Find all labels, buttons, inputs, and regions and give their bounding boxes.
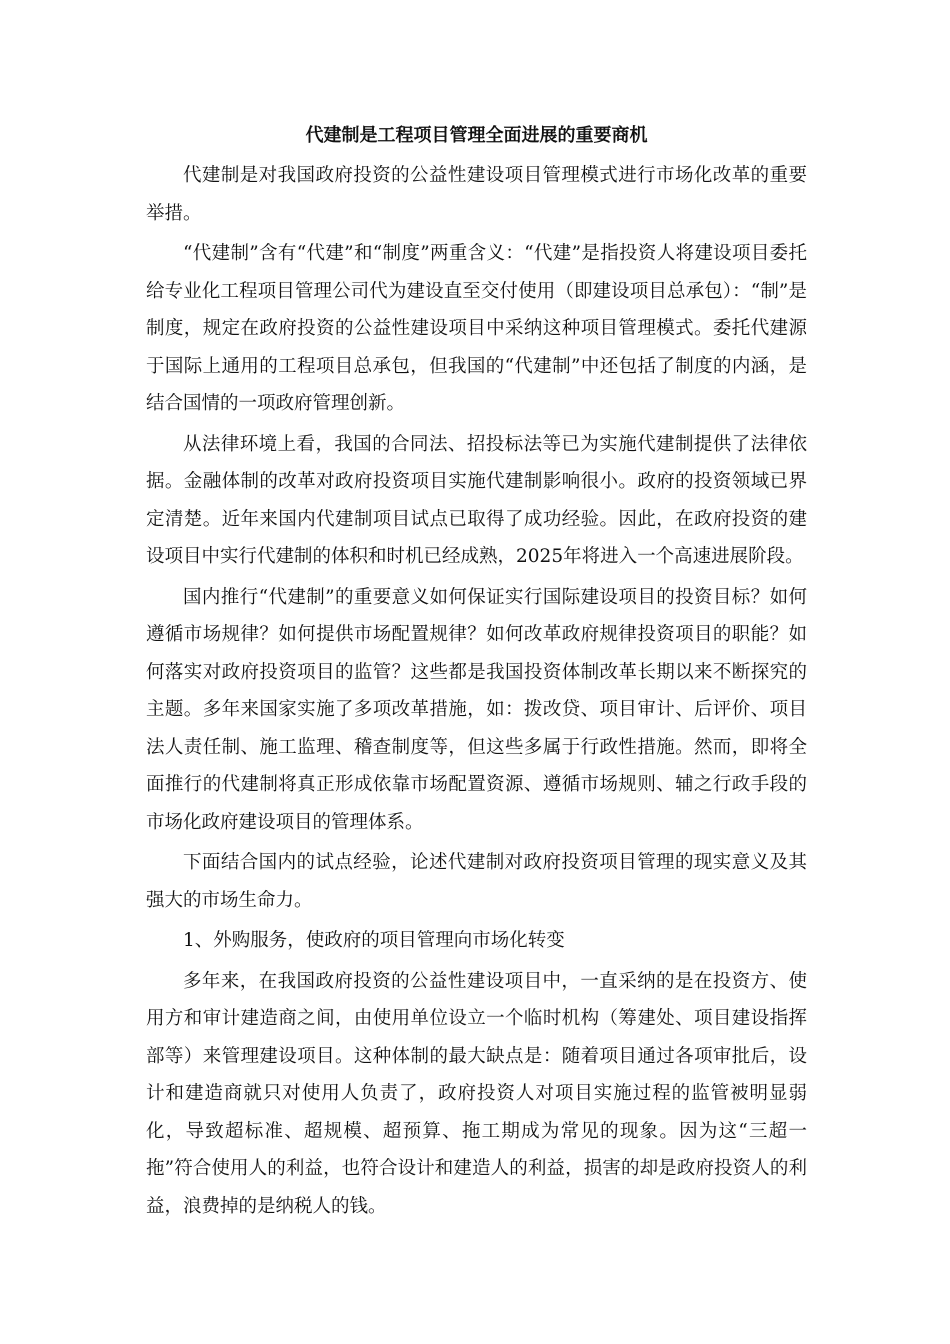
paragraph-section-1-body: 多年来，在我国政府投资的公益性建设项目中，一直采纳的是在投资方、使用方和审计建造商之间，由使用单位设立一个临时机构（筹建处、项目建设指挥部等）来管理建设项目。这种体制的最大缺点是：随着项目通过各项审批后，设计和建造商就只对使用人负责了，政府投资人对项目实施过程的监管被明显弱化，导致超标准、超规模、超预算、拖工期成为常见的现象。因为这“三超一拖”符合使用人的利益，也符合设计和建造人的利益，损害的却是政府投资人的利益，浪费掉的是纳税人的钱。 (146, 970, 807, 1217)
paragraph-intro: 代建制是对我国政府投资的公益性建设项目管理模式进行市场化改革的重要举措。 (146, 165, 807, 224)
paragraph-definition: “代建制”含有“代建”和“制度”两重含义：“代建”是指投资人将建设项目委托给专业化工程项目管理公司代为建设直至交付使用（即建设项目总承包）：“制”是制度，规定在政府投资的公益性建设项目中采纳这种项目管理模式。委托代建源于国际上通用的工程项目总承包，但我国的“代建制”中还包括了制度的内涵，是结合国情的一项政府管理创新。 (146, 243, 807, 414)
section-heading-1: 1、外购服务，使政府的项目管理向市场化转变 (183, 930, 565, 951)
paragraph-transition: 下面结合国内的试点经验，论述代建制对政府投资项目管理的现实意义及其强大的市场生命力。 (146, 852, 807, 911)
paragraph-legal-environment: 从法律环境上看，我国的合同法、招投标法等已为实施代建制提供了法律依据。金融体制的改革对政府投资项目实施代建制影响很小。政府的投资领域已界定清楚。近年来国内代建制项目试点已取得了成功经验。因此，在政府投资的建设项目中实行代建制的体积和时机已经成熟，2025年将进入一个高速进展阶段。 (146, 433, 807, 567)
paragraph-significance: 国内推行“代建制”的重要意义如何保证实行国际建设项目的投资目标？如何遵循市场规律？如何提供市场配置规律？如何改革政府规律投资项目的职能？如何落实对政府投资项目的监管？这些都是我国投资体制改革长期以来不断探究的主题。多年来国家实施了多项改革措施，如：拨改贷、项目审计、后评价、项目法人责任制、施工监理、稽查制度等，但这些多属于行政性措施。然而，即将全面推行的代建制将真正形成依靠市场配置资源、遵循市场规则、辅之行政手段的市场化政府建设项目的管理体系。 (146, 586, 807, 833)
document-title: 代建制是工程项目管理全面进展的重要商机 (305, 125, 648, 146)
